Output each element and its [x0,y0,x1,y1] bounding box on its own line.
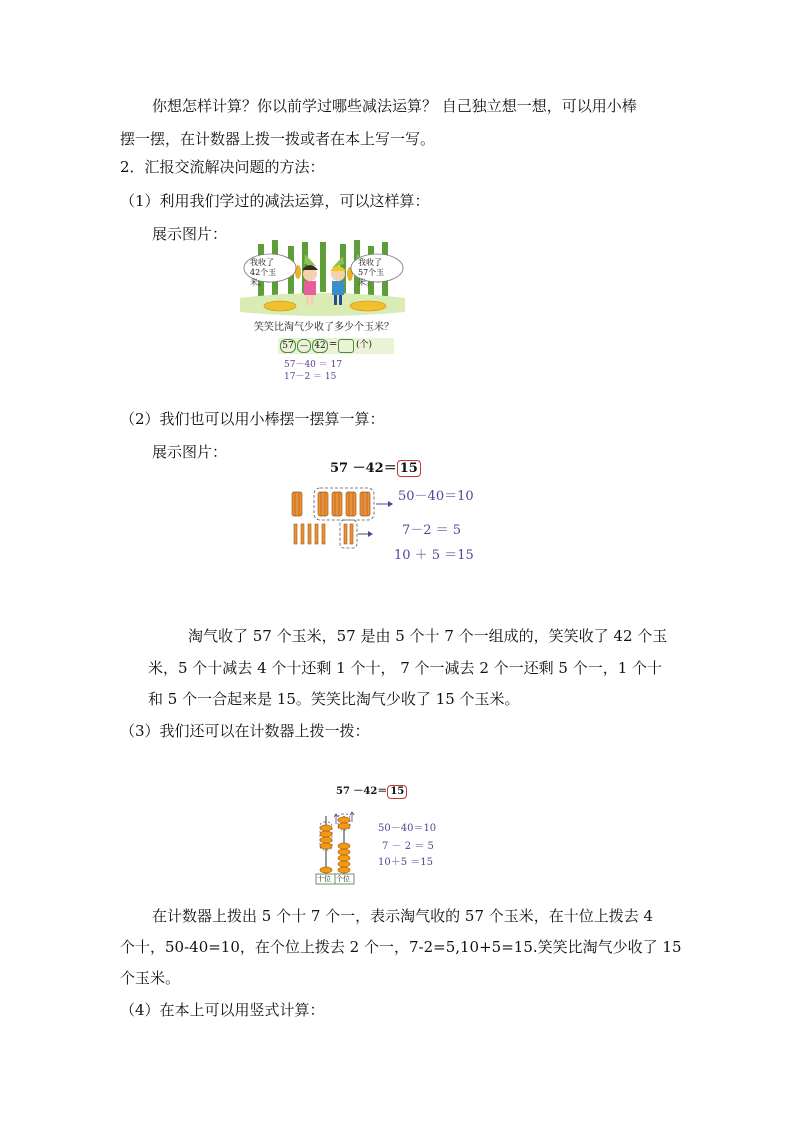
paragraph-sticks-line2: 米，5 个十减去 4 个十还剩 1 个十， 7 个一减去 2 个一还剩 5 个一，1 个十 [148,659,663,677]
abacus-figure [312,782,442,886]
bubble-left-text: 我收了42个玉米。 [250,258,277,287]
item-1-text: （1）利用我们学过的减法运算，可以这样算： [120,192,430,210]
corn-field-figure [240,236,405,386]
abacus-calc-3: 10＋5 ＝15 [378,857,433,868]
abacus-label-tens: 十位 [317,875,331,883]
paragraph-abacus-line3: 个玉米。 [120,969,181,987]
sticks-calc-2: 7－2 ＝ 5 [402,523,462,538]
equation-subtrahend: 42 [312,339,328,353]
paragraph-abacus-line1: 在计数器上拨出 5 个十 7 个一，表示淘气收的 57 个玉米，在十位上拨去 4 [152,907,654,925]
item-4-text: （4）在本上可以用竖式计算： [120,1001,325,1019]
paragraph-sticks-line3: 和 5 个一合起来是 15。笑笑比淘气少收了 15 个玉米。 [148,690,520,708]
paragraph-sticks-line1: 淘气收了 57 个玉米，57 是由 5 个十 7 个一组成的，笑笑收了 42 个玉 [188,627,668,645]
sticks-calc-3: 10 ＋ 5 ＝15 [394,548,474,563]
show-image-label-2: 展示图片： [152,443,228,461]
equation-equals: = [329,339,338,350]
abacus-label-ones: 个位 [336,875,350,883]
abacus-answer-box: 15 [387,785,407,799]
item-3-text: （3）我们还可以在计数器上拨一拨： [120,722,370,740]
equation-answer-box [338,339,354,353]
item-2-text: （2）我们也可以用小棒摆一摆算一算： [120,410,385,428]
paragraph-abacus-line2: 个十，50-40=10，在个位上拨去 2 个一，7-2=5,10+5=15.笑笑比淘气少收了 15 [120,938,682,956]
calc-step-1: 57－40 ＝ 17 [284,360,343,370]
sticks-answer-box: 15 [397,460,421,477]
equation-unit: (个) [356,340,373,350]
sticks-calc-1: 50－40＝10 [398,489,474,504]
paragraph-intro-line1: 你想怎样计算？你以前学过哪些减法运算？ 自己独立想一想，可以用小棒 [152,97,637,115]
paragraph-intro-line2: 摆一摆，在计数器上拨一拨或者在本上写一写。 [120,130,436,148]
show-image-label-1: 展示图片： [152,225,228,243]
equation-minus-sign: — [297,339,311,353]
equation-band [278,338,394,354]
bubble-right-text: 我收了57个玉米。 [358,258,385,287]
equation-minuend: 57 [280,339,296,353]
sticks-figure [288,456,478,568]
section-heading-2: 2．汇报交流解决问题的方法： [120,158,325,176]
sticks-equation-text: 57 －42＝ [330,461,397,476]
abacus-calc-1: 50－40＝10 [378,823,437,834]
calc-step-2: 17－2 ＝ 15 [284,372,337,382]
abacus-equation-text: 57 －42＝ [336,786,388,797]
abacus-calc-2: 7 － 2 ＝ 5 [382,841,434,852]
corn-question: 笑笑比淘气少收了多少个玉米？ [254,322,394,333]
